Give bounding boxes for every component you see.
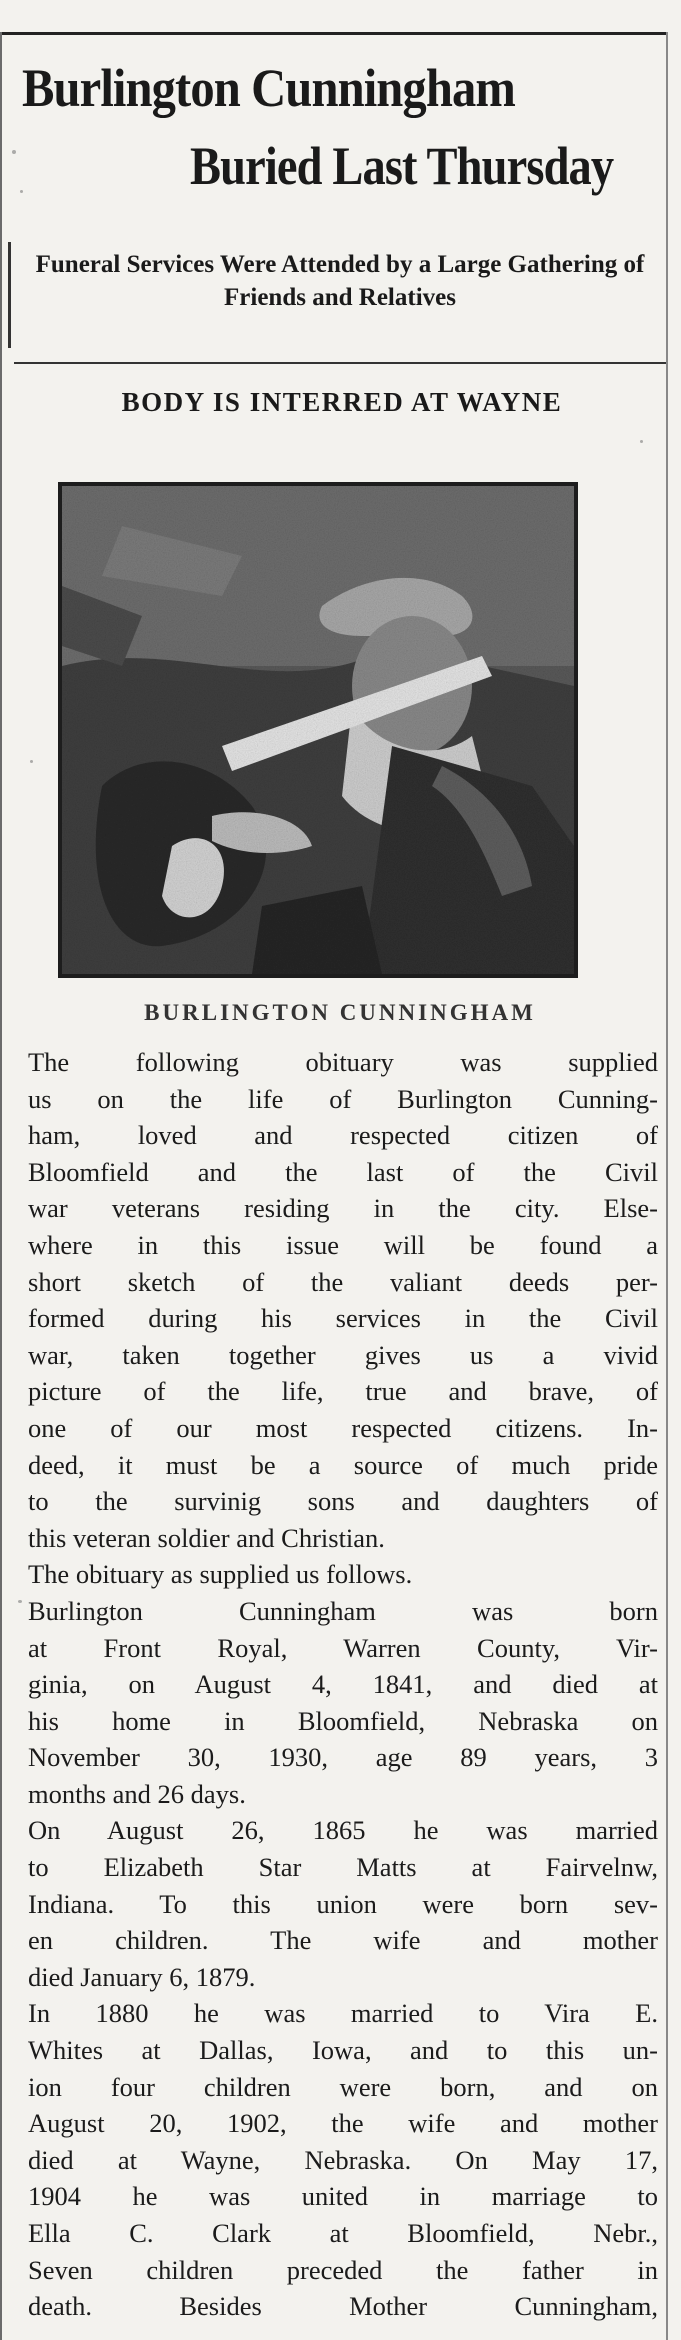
body-line: ion four children were born, and on: [28, 2071, 658, 2102]
body-line: death. Besides Mother Cunningham,: [28, 2291, 658, 2322]
portrait-image: [62, 486, 574, 974]
body-line: In 1880 he was married to Vira E.: [28, 1998, 658, 2029]
headline-line-1: Burlington Cunningham: [22, 58, 515, 118]
body-line: en children. The wife and mother: [28, 1925, 658, 1956]
portrait-photo: [58, 482, 578, 978]
body-line: months and 26 days.: [28, 1778, 246, 1809]
body-line: ginia, on August 4, 1841, and died at: [28, 1669, 658, 1700]
body-line: Burlington Cunningham was born: [28, 1595, 658, 1626]
body-line: Ella C. Clark at Bloomfield, Nebr.,: [28, 2218, 658, 2248]
body-line: short sketch of the valiant deeds per-: [28, 1266, 658, 1297]
body-line: November 30, 1930, age 89 years, 3: [28, 1742, 658, 1773]
top-rule: [0, 32, 668, 35]
obituary-body: [28, 1044, 658, 2325]
body-line: died at Wayne, Nebraska. On May 17,: [28, 2144, 658, 2175]
body-line: one of our most respected citizens. In-: [28, 1412, 658, 1443]
body-line: formed during his services in the Civil: [28, 1303, 658, 1334]
body-line: ham, loved and respected citizen of: [28, 1120, 658, 1151]
crosshead: BODY IS INTERRED AT WAYNE: [121, 387, 563, 417]
column-rule-right: [666, 32, 668, 2340]
subhead: [30, 248, 650, 314]
body-line: The following obituary was supplied: [28, 1047, 658, 1077]
body-line: where in this issue will be found a: [28, 1229, 658, 1260]
subhead-text: Funeral Services Were Attended by a Large Gathering of Friends and Relatives: [35, 251, 645, 311]
print-speck: [18, 1600, 22, 1603]
body-line: war veterans residing in the city. Else-: [28, 1193, 658, 1224]
body-line: this veteran soldier and Christian.: [28, 1522, 385, 1553]
print-speck: [640, 440, 643, 443]
section-rule: [14, 362, 666, 364]
body-line: picture of the life, true and brave, of: [28, 1376, 658, 1407]
body-line: Indiana. To this union were born sev-: [28, 1888, 658, 1919]
body-line: The obituary as supplied us follows.: [28, 1559, 413, 1590]
print-speck: [30, 760, 33, 763]
photo-caption: BURLINGTON CUNNINGHAM: [144, 1000, 536, 1025]
body-line: his home in Bloomfield, Nebraska on: [28, 1705, 658, 1736]
body-line: us on the life of Burlington Cunning-: [28, 1083, 658, 1114]
body-line: at Front Royal, Warren County, Vir-: [28, 1632, 658, 1663]
body-line: On August 26, 1865 he was married: [28, 1815, 658, 1846]
body-line: Whites at Dallas, Iowa, and to this un-: [28, 2035, 658, 2066]
subhead-bracket: [8, 242, 11, 348]
headline-line-2: Buried Last Thursday: [190, 136, 614, 196]
body-line: to Elizabeth Star Matts at Fairvelnw,: [28, 1852, 658, 1883]
body-line: August 20, 1902, the wife and mother: [28, 2108, 658, 2139]
body-line: Seven children preceded the father in: [28, 2254, 658, 2285]
body-line: Bloomfield and the last of the Civil: [28, 1156, 658, 1187]
print-speck: [12, 150, 16, 154]
body-line: died January 6, 1879.: [28, 1961, 256, 1992]
column-rule-left: [0, 32, 2, 2340]
body-line: to the survinig sons and daughters of: [28, 1486, 658, 1517]
body-line: war, taken together gives us a vivid: [28, 1339, 658, 1370]
print-speck: [20, 190, 23, 193]
body-line: 1904 he was united in marriage to: [28, 2181, 658, 2212]
body-line: deed, it must be a source of much pride: [28, 1449, 658, 1480]
